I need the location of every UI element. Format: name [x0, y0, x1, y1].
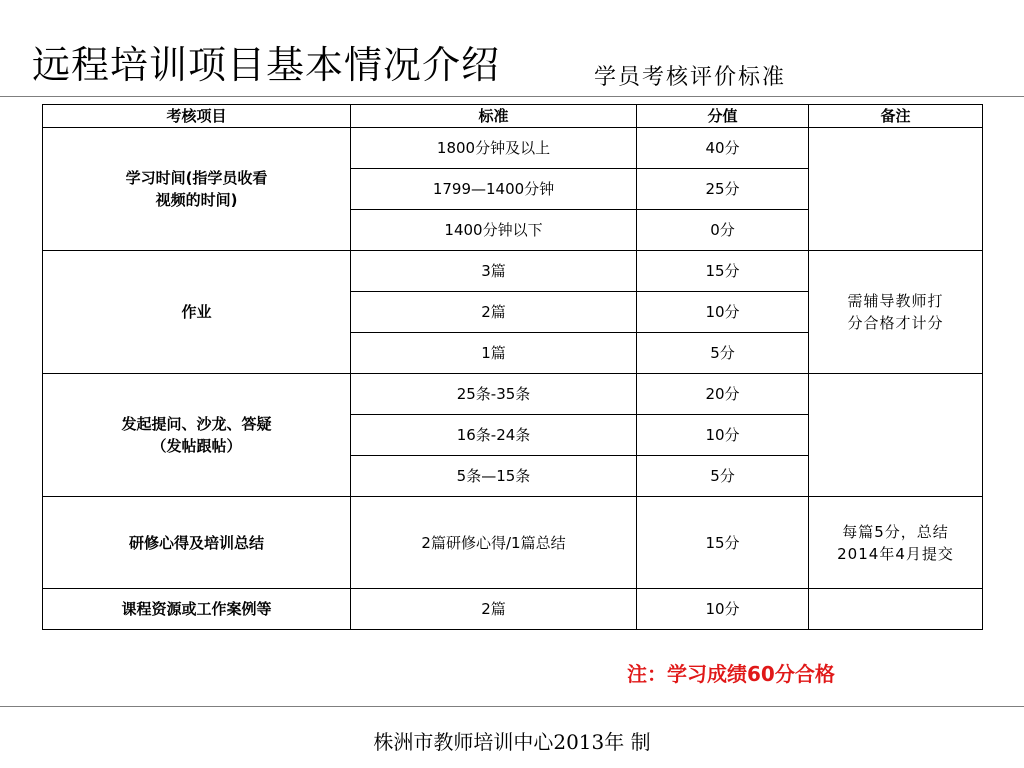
score-cell: 25分 — [637, 169, 809, 210]
score-cell: 15分 — [637, 497, 809, 589]
pass-note: 注：学习成绩60分合格 — [627, 662, 835, 686]
slide-title: 远程培训项目基本情况介绍 — [32, 43, 501, 87]
table-row — [43, 251, 983, 292]
remark-cell — [809, 128, 983, 251]
slide-subtitle: 学员考核评价标准 — [594, 65, 787, 90]
header-item: 考核项目 — [43, 105, 351, 128]
header-score: 分值 — [637, 105, 809, 128]
bottom-divider — [0, 706, 1024, 707]
standard-cell: 1800分钟及以上 — [351, 128, 637, 169]
standard-cell: 25条-35条 — [351, 374, 637, 415]
table-row — [43, 128, 983, 169]
standard-cell: 2篇 — [351, 292, 637, 333]
item-forum: 发起提问、沙龙、答疑 （发帖跟帖） — [43, 374, 351, 497]
item-resources: 课程资源或工作案例等 — [43, 589, 351, 630]
item-homework: 作业 — [43, 251, 351, 374]
standard-cell: 1400分钟以下 — [351, 210, 637, 251]
standard-cell: 2篇 — [351, 589, 637, 630]
score-cell: 10分 — [637, 415, 809, 456]
remark-cell — [809, 374, 983, 497]
score-cell: 15分 — [637, 251, 809, 292]
table-row — [43, 497, 983, 589]
table-row — [43, 374, 983, 415]
table-header-row — [43, 105, 983, 128]
footer-credit: 株洲市教师培训中心2013年 制 — [373, 730, 651, 754]
item-reflection: 研修心得及培训总结 — [43, 497, 351, 589]
standard-cell: 2篇研修心得/1篇总结 — [351, 497, 637, 589]
score-cell: 5分 — [637, 456, 809, 497]
top-divider — [0, 96, 1024, 97]
score-cell: 0分 — [637, 210, 809, 251]
standard-cell: 1799—1400分钟 — [351, 169, 637, 210]
score-cell: 20分 — [637, 374, 809, 415]
remark-reflection: 每篇5分，总结 2014年4月提交 — [809, 497, 983, 589]
remark-homework: 需辅导教师打 分合格才计分 — [809, 251, 983, 374]
score-cell: 10分 — [637, 589, 809, 630]
standard-cell: 5条—15条 — [351, 456, 637, 497]
assessment-table — [42, 104, 983, 630]
header-remark: 备注 — [809, 105, 983, 128]
score-cell: 40分 — [637, 128, 809, 169]
remark-cell — [809, 589, 983, 630]
standard-cell: 16条-24条 — [351, 415, 637, 456]
standard-cell: 3篇 — [351, 251, 637, 292]
table-row — [43, 589, 983, 630]
item-study-time: 学习时间(指学员收看 视频的时间) — [43, 128, 351, 251]
header-standard: 标准 — [351, 105, 637, 128]
score-cell: 10分 — [637, 292, 809, 333]
standard-cell: 1篇 — [351, 333, 637, 374]
score-cell: 5分 — [637, 333, 809, 374]
